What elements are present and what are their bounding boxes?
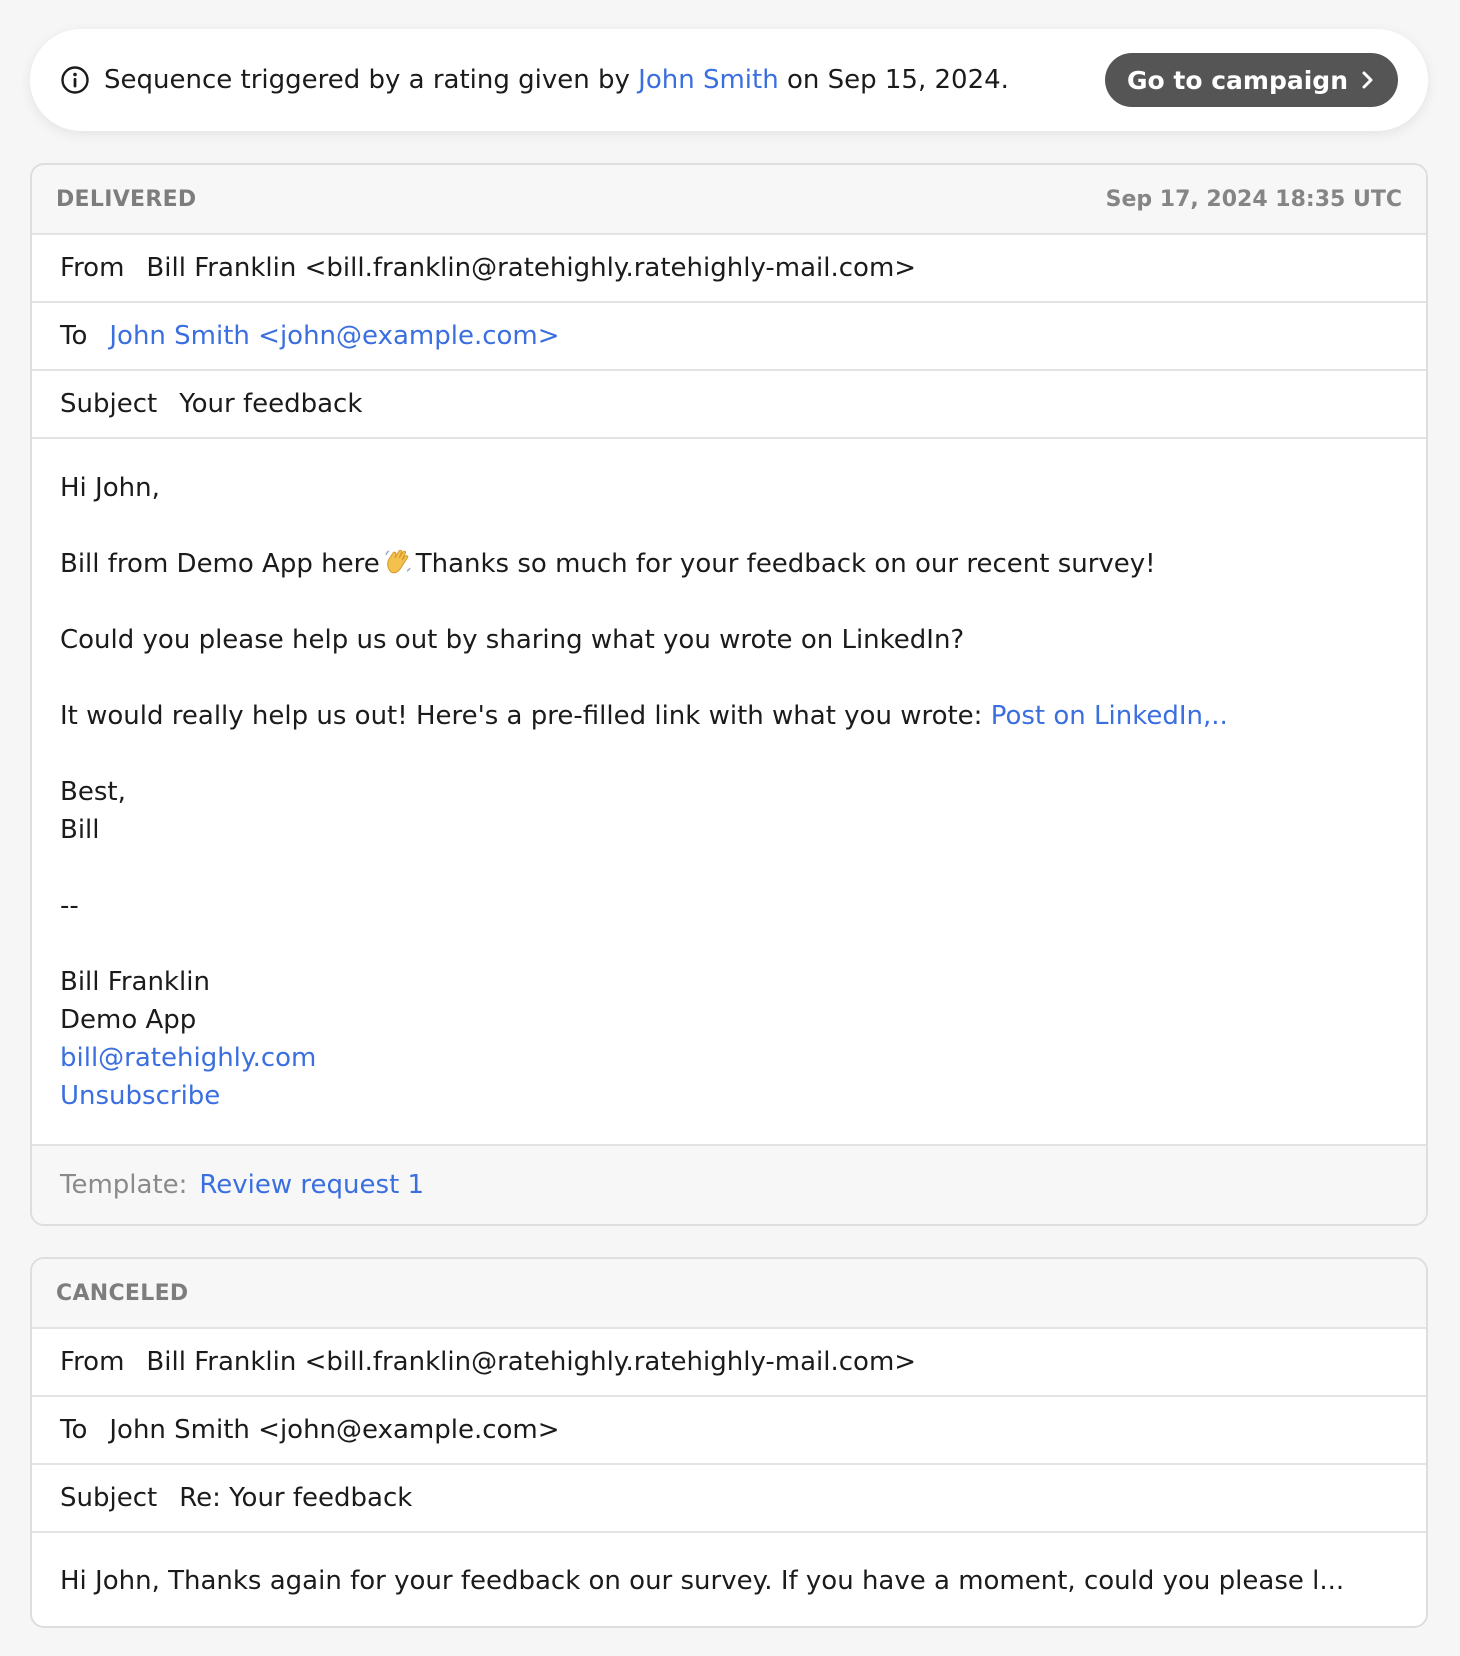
linkedin-post-link[interactable]: Post on LinkedIn,.. <box>990 701 1228 731</box>
email-status-bar <box>32 165 1426 235</box>
trigger-user-link[interactable]: John Smith <box>638 65 779 95</box>
banner-text-after: on Sep 15, 2024. <box>786 65 1009 95</box>
to-label: To <box>60 321 88 351</box>
email-card-canceled <box>30 1257 1428 1628</box>
body-line-1-before: Bill from Demo App here <box>60 549 380 579</box>
subject-value: Your feedback <box>179 389 363 419</box>
waving-hand-icon <box>384 547 412 577</box>
body-signoff: Best, <box>60 777 126 807</box>
template-link[interactable]: Review request 1 <box>199 1170 425 1200</box>
to-recipient-link[interactable]: John Smith <john@example.com> <box>109 321 560 351</box>
body-line-1-after: Thanks so much for your feedback on our recent survey! <box>415 549 1156 579</box>
to-label: To <box>60 1415 88 1445</box>
to-row <box>32 1397 1426 1465</box>
status-badge: CANCELED <box>56 1280 189 1306</box>
email-body <box>32 439 1426 1115</box>
subject-row <box>32 371 1426 439</box>
go-to-campaign-button[interactable] <box>1105 53 1398 107</box>
body-line-2: Could you please help us out by sharing what you wrote on LinkedIn? <box>60 625 965 655</box>
sent-timestamp: Sep 17, 2024 18:35 UTC <box>1105 186 1402 212</box>
subject-value: Re: Your feedback <box>179 1483 413 1513</box>
body-line-3-before: It would really help us out! Here's a pre-filled link with what you wrote: <box>60 701 983 731</box>
template-label: Template: <box>60 1170 188 1200</box>
chevron-right-icon <box>1360 70 1376 90</box>
signature-name: Bill Franklin <box>60 967 210 997</box>
go-to-campaign-label: Go to campaign <box>1127 65 1348 95</box>
body-line-3 <box>60 697 1398 735</box>
info-icon <box>60 65 90 95</box>
from-value: Bill Franklin <bill.franklin@ratehighly.ratehighly-mail.com> <box>146 253 917 283</box>
signature-email-link[interactable]: bill@ratehighly.com <box>60 1043 317 1073</box>
subject-row <box>32 1465 1426 1533</box>
from-row <box>32 1329 1426 1397</box>
banner-text <box>104 63 1105 97</box>
body-greeting: Hi John, <box>60 473 160 503</box>
status-badge: DELIVERED <box>56 186 197 212</box>
email-preview: Hi John, Thanks again for your feedback on our survey. If you have a moment, could you please l... <box>60 1565 1345 1596</box>
unsubscribe-link[interactable]: Unsubscribe <box>60 1081 221 1111</box>
sequence-banner <box>30 29 1428 131</box>
from-label: From <box>60 253 125 283</box>
signature-separator: -- <box>60 891 79 921</box>
subject-label: Subject <box>60 1483 158 1513</box>
from-value: Bill Franklin <bill.franklin@ratehighly.ratehighly-mail.com> <box>146 1347 917 1377</box>
subject-label: Subject <box>60 389 158 419</box>
to-row <box>32 303 1426 371</box>
banner-text-before: Sequence triggered by a rating given by <box>104 65 630 95</box>
to-value: John Smith <john@example.com> <box>109 1415 560 1445</box>
email-card-delivered <box>30 163 1428 1226</box>
signature-company: Demo App <box>60 1005 197 1035</box>
from-row <box>32 235 1426 303</box>
body-line-1 <box>60 545 1398 583</box>
from-label: From <box>60 1347 125 1377</box>
email-status-bar <box>32 1259 1426 1329</box>
template-bar <box>32 1144 1426 1224</box>
body-signoff-name: Bill <box>60 815 100 845</box>
